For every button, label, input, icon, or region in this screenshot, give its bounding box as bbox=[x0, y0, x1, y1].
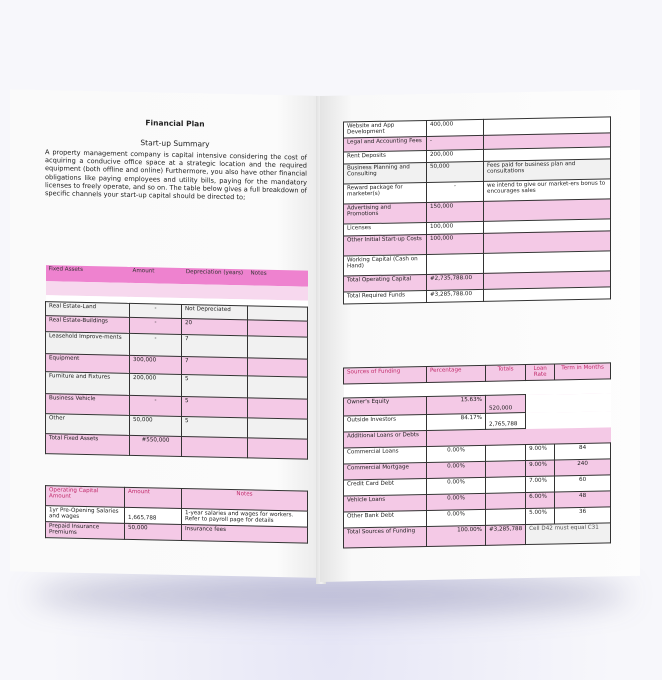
cell: #2,735,788.00 bbox=[427, 273, 484, 290]
cell: Outside Investors bbox=[344, 414, 427, 432]
header-cell: Loan Rate bbox=[526, 364, 555, 381]
cell: Other Bank Debt bbox=[344, 510, 427, 528]
cell: 50,000 bbox=[125, 523, 182, 540]
cell: Insurance fees bbox=[182, 524, 308, 542]
cell: 240 bbox=[555, 459, 611, 476]
cell: Real Estate-Buildings bbox=[46, 315, 130, 333]
cell bbox=[182, 436, 248, 457]
cell: Total Operating Capital bbox=[344, 274, 427, 292]
table-row bbox=[344, 523, 611, 548]
cell: - bbox=[427, 181, 484, 202]
cell: Real Estate-Land bbox=[46, 301, 130, 317]
cell: - bbox=[130, 303, 182, 318]
cell: Credit Card Debt bbox=[344, 478, 427, 496]
cell: #550,000 bbox=[130, 435, 182, 456]
cell: Other Initial Start-up Costs bbox=[344, 234, 427, 256]
intro-paragraph: A property management company is capital intensive considering the cost of acquiring a conducive office space at a strategic location and the required equipment (both offline and online) Furthermore, you also have other financial obligations like paying employees and utility bills, paying for the mandatory licenses to freely operate, and so on. The table below gives a full breakdown of specific channels your start-up capital should be directed to; bbox=[45, 148, 307, 202]
cell: Cell D42 must equal C31 bbox=[526, 523, 611, 545]
cell: #3,285,788 bbox=[486, 525, 526, 546]
header-cell: Fixed Assets bbox=[48, 266, 83, 273]
cell: 20 bbox=[182, 318, 248, 335]
cell: 1-year salaries and wages for workers. Refer to payroll page for details bbox=[182, 509, 308, 527]
cell: 5 bbox=[182, 416, 248, 437]
cell: Prepaid Insurance Premiums bbox=[46, 521, 125, 538]
cell: Business Vehicle bbox=[46, 393, 130, 415]
cell: 7.00% bbox=[526, 476, 555, 493]
cell: 15.63% bbox=[427, 395, 486, 414]
cell bbox=[427, 253, 484, 274]
table-row bbox=[46, 433, 308, 458]
cell: Working Capital (Cash on Hand) bbox=[344, 254, 427, 276]
startup-costs-table bbox=[343, 116, 611, 304]
cell: Rent Deposits bbox=[344, 150, 427, 164]
open-book bbox=[10, 96, 650, 584]
cell bbox=[484, 251, 611, 273]
cell: Owner's Equity bbox=[344, 396, 427, 416]
cell bbox=[486, 461, 526, 478]
cell: 7 bbox=[182, 356, 248, 375]
section-subtitle: Start-up Summary bbox=[140, 138, 210, 149]
cell: 5 bbox=[182, 374, 248, 397]
cell bbox=[555, 393, 611, 412]
cell: 60 bbox=[555, 475, 611, 492]
header-cell: Notes bbox=[250, 270, 267, 277]
cell: 520,000 bbox=[486, 395, 526, 414]
cell: 150,000 bbox=[427, 201, 484, 222]
header-cell: Depreciation (years) bbox=[185, 269, 244, 277]
cell: 100,000 bbox=[427, 233, 484, 254]
cell: Advertising and Promotions bbox=[344, 202, 427, 224]
cell bbox=[248, 305, 308, 320]
operating-capital-table bbox=[45, 485, 308, 543]
funding-table bbox=[343, 362, 611, 548]
cell: Furniture and Fixtures bbox=[46, 371, 130, 395]
cell: Legal and Accounting Fees bbox=[344, 136, 427, 152]
cell bbox=[248, 319, 308, 336]
cell: 200,000 bbox=[130, 373, 182, 396]
cell bbox=[248, 417, 308, 438]
cell: 6.00% bbox=[526, 492, 555, 509]
right-page bbox=[320, 90, 640, 582]
cell: Equipment bbox=[46, 353, 130, 373]
cell bbox=[555, 411, 611, 428]
cell: - bbox=[130, 395, 182, 416]
cell bbox=[526, 412, 555, 429]
cell: - bbox=[130, 333, 182, 356]
cell: Total Required Funds bbox=[344, 290, 427, 304]
cell: - bbox=[130, 317, 182, 334]
cell: Business Planning and Consulting bbox=[344, 162, 427, 184]
cell: 36 bbox=[555, 507, 611, 524]
cell: 50,000 bbox=[130, 415, 182, 436]
cell: Additional Loans or Debts bbox=[344, 430, 427, 448]
cell: 9.00% bbox=[526, 444, 555, 461]
cell: 0.00% bbox=[427, 477, 486, 494]
page-title: Financial Plan bbox=[145, 118, 205, 129]
cell: 0.00% bbox=[427, 461, 486, 478]
cell bbox=[555, 427, 611, 444]
cell bbox=[248, 357, 308, 376]
cell: 200,000 bbox=[427, 149, 484, 162]
cell bbox=[248, 335, 308, 358]
cell: 2,765,788 bbox=[486, 413, 526, 430]
cell: #3,285,788.00 bbox=[427, 289, 484, 302]
header-cell: Percentage bbox=[427, 365, 486, 382]
cell: 50,000 bbox=[427, 161, 484, 182]
cell bbox=[486, 493, 526, 510]
cell bbox=[427, 429, 486, 446]
header-cell: Sources of Funding bbox=[344, 366, 427, 384]
header-cell: Operating Capital Amount bbox=[46, 486, 125, 508]
cell bbox=[484, 231, 611, 253]
cell: Not Depreciated bbox=[182, 304, 248, 319]
cell: 0.00% bbox=[427, 493, 486, 510]
cell: 0.00% bbox=[427, 445, 486, 462]
cell: 84 bbox=[555, 443, 611, 460]
cell: Fees paid for business plan and consultations bbox=[484, 159, 611, 181]
cell bbox=[486, 477, 526, 494]
cell bbox=[484, 199, 611, 221]
cell bbox=[248, 397, 308, 418]
cell bbox=[248, 437, 308, 458]
left-page bbox=[10, 89, 324, 578]
header-cell: Notes bbox=[182, 489, 308, 512]
cell: Website and App Development bbox=[344, 120, 427, 137]
cell: 1yr Pre-Opening Salaries and wages bbox=[46, 506, 125, 523]
cell: 48 bbox=[555, 491, 611, 508]
cell bbox=[526, 394, 555, 413]
cell bbox=[248, 375, 308, 398]
cell: 9.00% bbox=[526, 460, 555, 477]
cell: we intend to give our market-ers bonus to encourages sales bbox=[484, 179, 611, 201]
header-cell: Amount bbox=[125, 487, 182, 508]
cell: Reward package for marketer(s) bbox=[344, 182, 427, 204]
cell: 100.00% bbox=[427, 525, 486, 546]
cell: Other bbox=[46, 413, 130, 435]
cell bbox=[484, 287, 611, 301]
cell bbox=[526, 428, 555, 445]
cell: 1,665,788 bbox=[125, 507, 182, 524]
cell: Commercial Loans bbox=[344, 446, 427, 464]
cell: Total Fixed Assets bbox=[46, 433, 130, 455]
cell: 400,000 bbox=[427, 119, 484, 136]
cell: Licenses bbox=[344, 222, 427, 236]
fixed-assets-table bbox=[45, 265, 308, 459]
header-cell: Term in Months bbox=[555, 363, 611, 380]
cell bbox=[486, 509, 526, 526]
cell: Total Sources of Funding bbox=[344, 526, 427, 548]
cell: 100,000 bbox=[427, 221, 484, 234]
cell: 5 bbox=[182, 396, 248, 417]
cell: Commercial Mortgage bbox=[344, 462, 427, 480]
header-cell: Amount bbox=[132, 267, 155, 275]
cell: Vehicle Loans bbox=[344, 494, 427, 512]
cell: 84.17% bbox=[427, 413, 486, 430]
cell bbox=[486, 445, 526, 462]
cell: Leasehold Improve-ments bbox=[46, 331, 130, 355]
cell: 5.00% bbox=[526, 508, 555, 525]
cell: 0.00% bbox=[427, 509, 486, 526]
cell bbox=[486, 429, 526, 446]
header-cell: Totals bbox=[486, 365, 526, 382]
cell: 7 bbox=[182, 334, 248, 357]
cell: - bbox=[427, 135, 484, 150]
cell: 300,000 bbox=[130, 355, 182, 374]
